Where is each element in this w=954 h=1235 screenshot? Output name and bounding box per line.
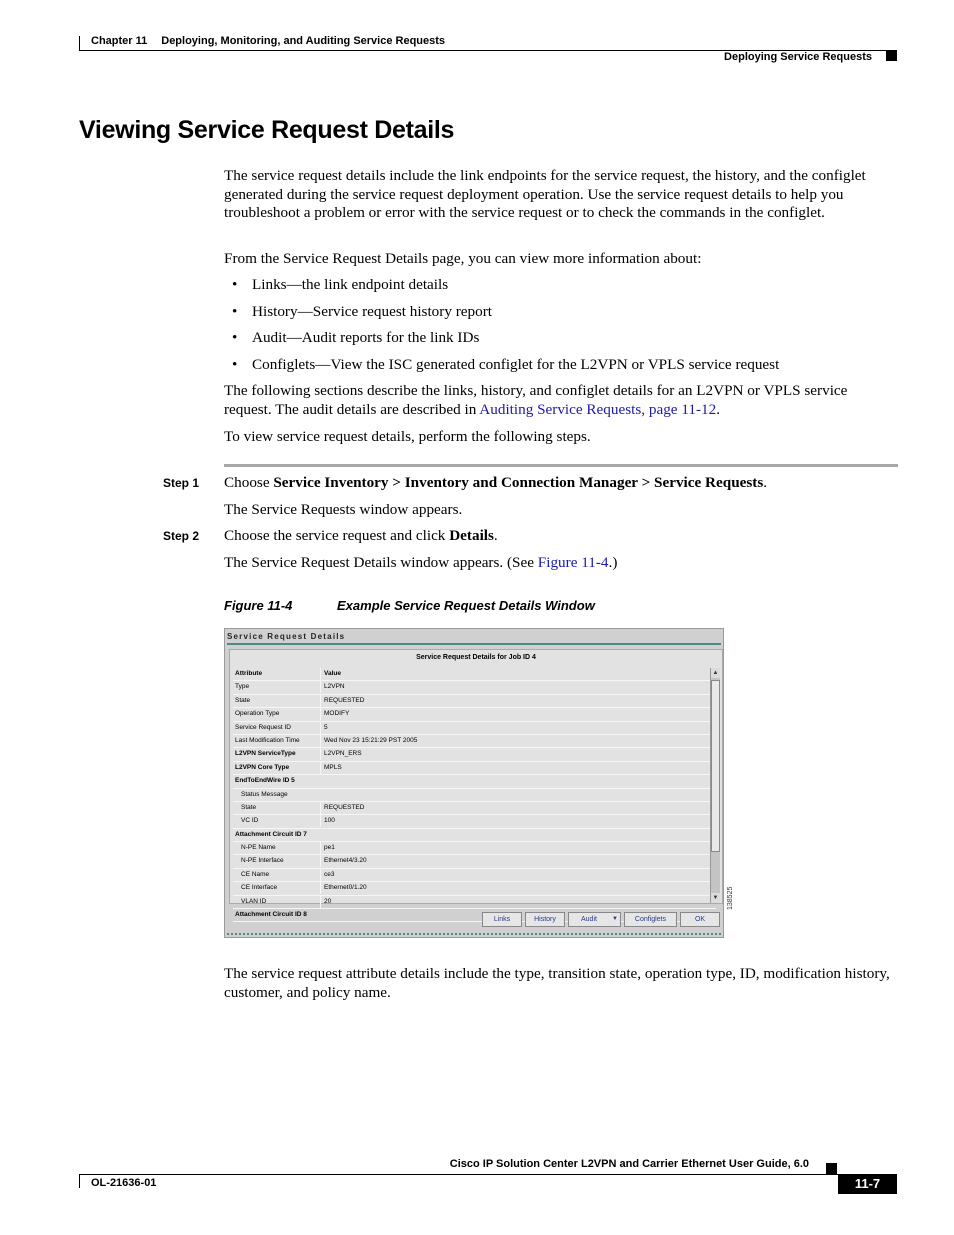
figure-caption: Example Service Request Details Window	[337, 598, 595, 613]
table-row: VLAN ID 20	[233, 896, 716, 909]
table-row: VC ID 100	[233, 815, 716, 828]
footer-guide-title: Cisco IP Solution Center L2VPN and Carrier Ethernet User Guide, 6.0	[449, 1158, 809, 1170]
footer-marker	[826, 1163, 837, 1174]
configlets-button[interactable]: Configlets	[624, 912, 677, 927]
chevron-down-icon: ▼	[612, 916, 618, 922]
table-row: Status Message	[233, 789, 716, 802]
table-row: Type L2VPN	[233, 681, 716, 694]
header-marker	[886, 51, 897, 61]
figure-number: Figure 11-4	[224, 598, 293, 613]
footer-rule-vertical	[79, 1174, 80, 1188]
audit-dropdown[interactable]	[568, 912, 621, 927]
table-row: Attachment Circuit ID 7	[233, 829, 716, 842]
intro-paragraph: The service request details include the link endpoints for the service request, the history, and the configlet generated during the service request deployment operation. Use the service request details to help you troubleshoot a problem or error with the service request or to check the commands in the configlet.	[224, 167, 866, 222]
footer-rule	[79, 1174, 838, 1175]
scroll-down-icon[interactable]: ▼	[712, 895, 719, 901]
figure-image-id: 138525	[727, 886, 734, 910]
table-row: N-PE Interface Ethernet4/3.20	[233, 855, 716, 868]
chapter-label: Chapter 11	[91, 35, 148, 47]
page-number: 11-7	[838, 1174, 897, 1194]
panel-title: Service Request Details for Job ID 4	[416, 654, 536, 661]
table-row: L2VPN Core Type MPLS	[233, 762, 716, 775]
ok-button[interactable]: OK	[680, 912, 720, 927]
sections-paragraph: The following sections describe the links, history, and configlet details for an L2VPN or VPLS service request. The audit details are described in Auditing Service Requests, page 11-12.	[224, 382, 848, 418]
details-panel	[229, 649, 723, 919]
auditing-service-requests-link[interactable]: Auditing Service Requests, page 11-12	[479, 400, 717, 418]
table-row: EndToEndWire ID 5	[233, 775, 716, 788]
chapter-title: Deploying, Monitoring, and Auditing Service Requests	[161, 35, 446, 47]
audit-label: Audit	[581, 916, 597, 923]
table-row: State REQUESTED	[233, 802, 716, 815]
step-2-text: Choose the service request and click Details.	[224, 527, 498, 544]
links-button[interactable]: Links	[482, 912, 522, 927]
running-header-chapter	[91, 35, 445, 47]
table-row: State REQUESTED	[233, 695, 716, 708]
step-2-result: The Service Request Details window appears. (See Figure 11-4.)	[224, 554, 618, 571]
window-title-rule	[227, 643, 721, 645]
service-request-details-window	[224, 628, 724, 938]
scroll-up-icon[interactable]: ▲	[712, 670, 719, 676]
step-1-text: Choose Service Inventory > Inventory and Connection Manager > Service Requests.	[224, 474, 768, 491]
table-row: CE Interface Ethernet0/1.20	[233, 882, 716, 895]
details-table	[233, 668, 716, 922]
table-row: Attachment Circuit ID 8	[233, 909, 716, 922]
bullet-item: • Configlets—View the ISC generated configlet for the L2VPN or VPLS service request	[232, 356, 780, 373]
step-2-label: Step 2	[163, 529, 200, 543]
step-1-label: Step 1	[163, 476, 200, 490]
table-header: Attribute Value	[233, 668, 716, 681]
steps-rule	[224, 464, 898, 467]
scrollbar-thumb[interactable]	[711, 680, 720, 852]
footer-doc-id: OL-21636-01	[91, 1177, 157, 1189]
table-row: Last Modification Time Wed Nov 23 15:21:29 PST 2005	[233, 735, 716, 748]
bullet-item: • Links—the link endpoint details	[232, 276, 449, 293]
bullet-item: • History—Service request history report	[232, 303, 492, 320]
running-header-section: Deploying Service Requests	[724, 51, 872, 63]
history-button[interactable]: History	[525, 912, 565, 927]
table-row: N-PE Name pe1	[233, 842, 716, 855]
table-row: Operation Type MODIFY	[233, 708, 716, 721]
figure-11-4-link[interactable]: Figure 11-4	[537, 554, 609, 571]
table-row: CE Name ce3	[233, 869, 716, 882]
step-1-result: The Service Requests window appears.	[224, 501, 463, 518]
window-bottom-rule	[227, 933, 721, 935]
table-row: Service Request ID 5	[233, 722, 716, 735]
header-rule-vertical	[79, 36, 80, 51]
list-intro: From the Service Request Details page, you can view more information about:	[224, 250, 702, 267]
table-row: L2VPN ServiceType L2VPN_ERS	[233, 748, 716, 761]
steps-intro: To view service request details, perform the following steps.	[224, 428, 591, 445]
closing-paragraph: The service request attribute details include the type, transition state, operation type, ID, modification history, customer, and policy name.	[224, 965, 890, 1001]
bullet-item: • Audit—Audit reports for the link IDs	[232, 329, 480, 346]
table-scrollbar[interactable]	[710, 668, 720, 903]
page-title: Viewing Service Request Details	[79, 116, 455, 144]
window-title: Service Request Details	[227, 632, 346, 641]
